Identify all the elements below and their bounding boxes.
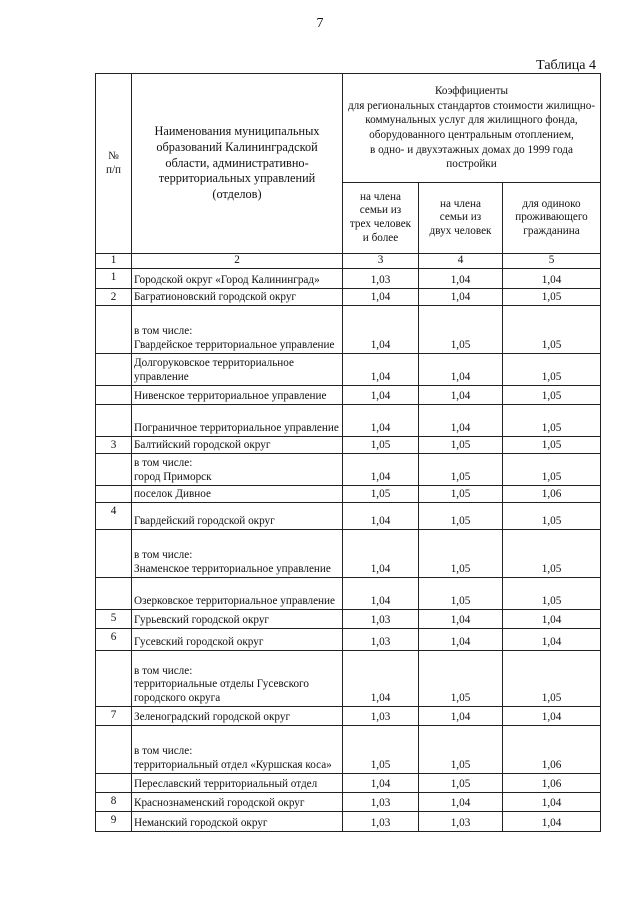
- row-number: [96, 650, 132, 706]
- value-single: 1,05: [503, 289, 601, 306]
- column-numbers-row: [96, 254, 601, 269]
- table-row: [96, 628, 601, 650]
- value-family-two: 1,05: [419, 436, 503, 453]
- table-row: [96, 404, 601, 436]
- column-number: 1: [96, 254, 132, 269]
- row-number: 8: [96, 792, 132, 811]
- row-name: Городской округ «Город Калининград»: [132, 269, 343, 289]
- value-family-three: 1,04: [343, 502, 419, 529]
- row-number: [96, 485, 132, 502]
- value-family-three: 1,04: [343, 650, 419, 706]
- value-single: 1,04: [503, 706, 601, 725]
- value-family-three: 1,04: [343, 453, 419, 485]
- row-name: Неманский городской округ: [132, 811, 343, 831]
- row-number: 7: [96, 706, 132, 725]
- value-single: 1,05: [503, 436, 601, 453]
- value-family-two: 1,04: [419, 609, 503, 628]
- header-family-two: на члена семьи из двух человек: [419, 183, 503, 254]
- value-family-three: 1,03: [343, 628, 419, 650]
- value-family-three: 1,04: [343, 353, 419, 385]
- table-row: [96, 305, 601, 353]
- table-row: [96, 289, 601, 306]
- table-row: [96, 650, 601, 706]
- table-row: [96, 706, 601, 725]
- value-single: 1,04: [503, 792, 601, 811]
- table-row: [96, 385, 601, 404]
- row-number: 1: [96, 269, 132, 289]
- value-family-two: 1,05: [419, 305, 503, 353]
- row-name: Балтийский городской округ: [132, 436, 343, 453]
- value-family-three: 1,03: [343, 609, 419, 628]
- page-number: 7: [316, 16, 324, 31]
- row-name: Озерковское территориальное управление: [132, 577, 343, 609]
- value-single: 1,04: [503, 269, 601, 289]
- value-family-two: 1,05: [419, 485, 503, 502]
- header-single: для одиноко проживающего гражданина: [503, 183, 601, 254]
- column-number: 2: [132, 254, 343, 269]
- row-name: в том числе: Знаменское территориальное управление: [132, 529, 343, 577]
- row-name: Пограничное территориальное управление: [132, 404, 343, 436]
- row-number: [96, 404, 132, 436]
- value-family-three: 1,03: [343, 706, 419, 725]
- row-name: Зеленоградский городской округ: [132, 706, 343, 725]
- value-single: 1,05: [503, 577, 601, 609]
- row-number: [96, 725, 132, 773]
- table-row: [96, 485, 601, 502]
- value-family-three: 1,04: [343, 305, 419, 353]
- row-name: в том числе: территориальный отдел «Куршская коса»: [132, 725, 343, 773]
- value-family-two: 1,04: [419, 269, 503, 289]
- row-number: [96, 385, 132, 404]
- value-family-three: 1,04: [343, 289, 419, 306]
- value-family-three: 1,03: [343, 792, 419, 811]
- value-single: 1,05: [503, 404, 601, 436]
- row-number: [96, 773, 132, 792]
- row-number: 4: [96, 502, 132, 529]
- value-family-two: 1,05: [419, 529, 503, 577]
- table-row: [96, 792, 601, 811]
- row-name: в том числе: территориальные отделы Гусевского городского округа: [132, 650, 343, 706]
- column-number: 3: [343, 254, 419, 269]
- table-row: [96, 577, 601, 609]
- row-number: [96, 305, 132, 353]
- row-name: Нивенское территориальное управление: [132, 385, 343, 404]
- value-single: 1,05: [503, 305, 601, 353]
- row-name: Долгоруковское территориальное управление: [132, 353, 343, 385]
- row-number: 5: [96, 609, 132, 628]
- row-name: Гурьевский городской округ: [132, 609, 343, 628]
- value-family-three: 1,05: [343, 436, 419, 453]
- value-family-three: 1,04: [343, 385, 419, 404]
- row-number: [96, 529, 132, 577]
- table-row: [96, 453, 601, 485]
- value-family-two: 1,04: [419, 628, 503, 650]
- table-row: [96, 353, 601, 385]
- row-number: 3: [96, 436, 132, 453]
- value-single: 1,04: [503, 628, 601, 650]
- table-row: [96, 436, 601, 453]
- row-name: в том числе: Гвардейское территориальное управление: [132, 305, 343, 353]
- value-single: 1,06: [503, 725, 601, 773]
- table-row: [96, 609, 601, 628]
- table-row: [96, 502, 601, 529]
- value-family-two: 1,04: [419, 289, 503, 306]
- header-number: № п/п: [96, 74, 132, 254]
- header-coefficients: Коэффициенты для региональных стандартов стоимости жилищно-коммунальных услуг для жилищного фонда, оборудованного центральным отоплением, в одно- и двухэтажных домах до 1999 года постройки: [343, 74, 601, 183]
- value-family-two: 1,04: [419, 706, 503, 725]
- value-family-two: 1,05: [419, 773, 503, 792]
- value-single: 1,04: [503, 811, 601, 831]
- value-family-three: 1,05: [343, 485, 419, 502]
- column-number: 4: [419, 254, 503, 269]
- row-number: 9: [96, 811, 132, 831]
- value-single: 1,05: [503, 353, 601, 385]
- row-number: 2: [96, 289, 132, 306]
- value-single: 1,05: [503, 453, 601, 485]
- row-name: Гвардейский городской округ: [132, 502, 343, 529]
- table-row: [96, 529, 601, 577]
- column-number: 5: [503, 254, 601, 269]
- value-family-three: 1,04: [343, 404, 419, 436]
- row-number: [96, 577, 132, 609]
- row-name: Переславский территориальный отдел: [132, 773, 343, 792]
- value-single: 1,05: [503, 385, 601, 404]
- value-family-two: 1,04: [419, 404, 503, 436]
- row-number: 6: [96, 628, 132, 650]
- value-family-two: 1,05: [419, 577, 503, 609]
- table-row: [96, 725, 601, 773]
- table-row: [96, 269, 601, 289]
- value-family-three: 1,05: [343, 725, 419, 773]
- value-single: 1,06: [503, 485, 601, 502]
- value-family-three: 1,03: [343, 811, 419, 831]
- value-family-three: 1,04: [343, 577, 419, 609]
- value-single: 1,05: [503, 502, 601, 529]
- value-family-two: 1,05: [419, 502, 503, 529]
- value-family-two: 1,04: [419, 353, 503, 385]
- value-family-two: 1,04: [419, 385, 503, 404]
- coefficients-table: [95, 73, 601, 832]
- value-single: 1,06: [503, 773, 601, 792]
- value-family-two: 1,05: [419, 725, 503, 773]
- value-family-three: 1,04: [343, 529, 419, 577]
- row-number: [96, 453, 132, 485]
- row-name: Гусевский городской округ: [132, 628, 343, 650]
- header-municipality: Наименования муниципальных образований Калининградской области, административно-территориальных управлений (отделов): [132, 74, 343, 254]
- table-row: [96, 773, 601, 792]
- value-family-two: 1,05: [419, 453, 503, 485]
- value-single: 1,05: [503, 529, 601, 577]
- value-single: 1,05: [503, 650, 601, 706]
- row-number: [96, 353, 132, 385]
- value-family-three: 1,04: [343, 773, 419, 792]
- value-family-two: 1,03: [419, 811, 503, 831]
- value-family-two: 1,05: [419, 650, 503, 706]
- row-name: Багратионовский городской округ: [132, 289, 343, 306]
- table-row: [96, 811, 601, 831]
- header-family-three: на члена семьи из трех человек и более: [343, 183, 419, 254]
- value-family-three: 1,03: [343, 269, 419, 289]
- row-name: Краснознаменский городской округ: [132, 792, 343, 811]
- table-body: [96, 254, 601, 832]
- table-caption: Таблица 4: [536, 58, 596, 73]
- value-family-two: 1,04: [419, 792, 503, 811]
- value-single: 1,04: [503, 609, 601, 628]
- row-name: поселок Дивное: [132, 485, 343, 502]
- row-name: в том числе: город Приморск: [132, 453, 343, 485]
